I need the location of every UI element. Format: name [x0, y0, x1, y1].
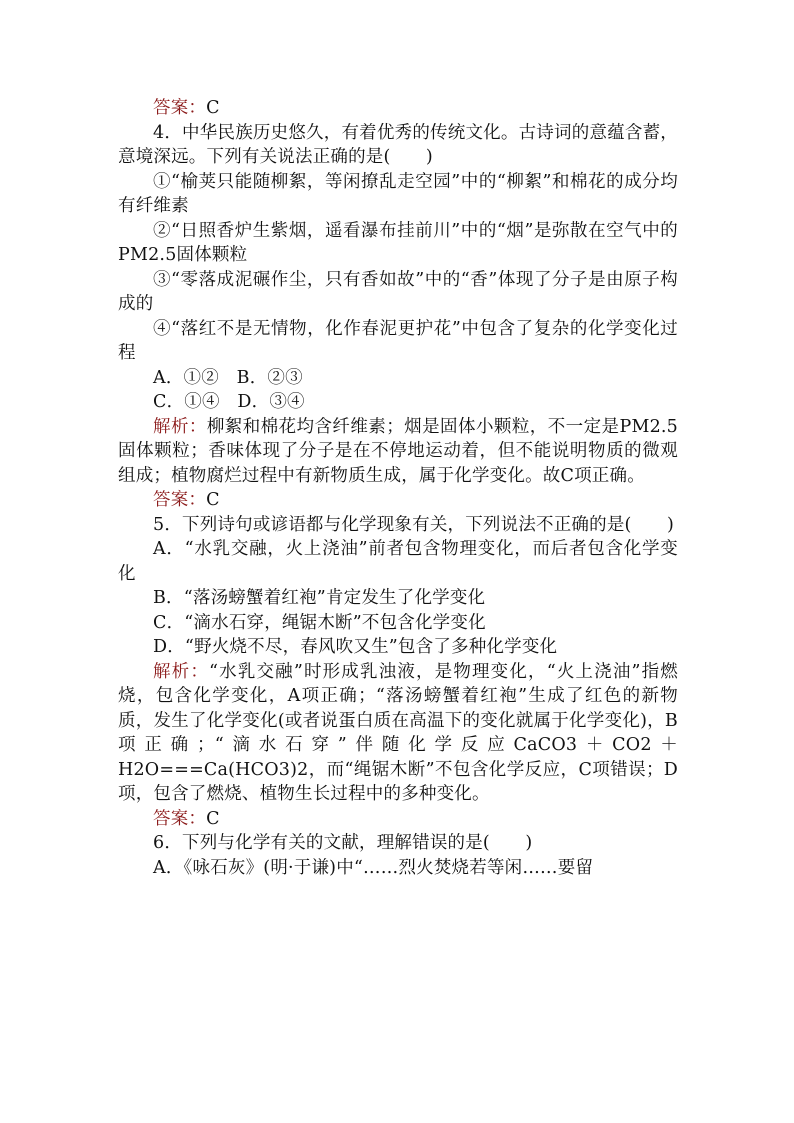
- answer-label: 答案：: [153, 808, 207, 829]
- option-a: A．《咏石灰》(明·于谦)中“……烈火焚烧若等闲……要留: [153, 857, 594, 878]
- statement-4: ④“落红不是无情物，化作春泥更护花”中包含了复杂的化学变化过程: [118, 318, 678, 363]
- answer-value: C: [206, 808, 220, 829]
- answer-line: [118, 807, 678, 832]
- answer-label: 答案：: [153, 490, 207, 510]
- question-5-stem: 5．下列诗句或谚语都与化学现象有关，下列说法不正确的是( ): [153, 514, 674, 535]
- analysis-text: “水乳交融”时形成乳浊液，是物理变化，“火上浇油”指燃烧，包含化学变化，A项正确；“落汤螃蟹着红袍”生成了红色的新物质，发生了化学变化(或者说蛋白质在高温下的变化就属于化学变化)，B项正确；“滴水石穿”伴随化学反应CaCO3＋CO2＋H2O===Ca(HCO3)2，而“绳锯木断”不包含化学反应，C项错误；D项，包含了燃烧、植物生长过程中的多种变化。: [118, 661, 679, 804]
- option-c: C．“滴水石穿，绳锯木断”不包含化学变化: [153, 612, 486, 633]
- options-cd: C．①④ D．③④: [153, 392, 305, 412]
- option-d: D．“野火烧不尽，春风吹又生”包含了多种化学变化: [153, 637, 558, 657]
- question-6-stem: 6．下列与化学有关的文献，理解错误的是( ): [153, 833, 533, 853]
- answer-value: C: [206, 490, 220, 510]
- statement-1: ①“榆荚只能随柳絮，等闲撩乱走空园”中的“柳絮”和棉花的成分均有纤维素: [118, 171, 678, 216]
- document-page: [118, 96, 678, 880]
- analysis-label: 解析：: [153, 416, 207, 437]
- answer-line: [118, 96, 678, 121]
- analysis-text: 柳絮和棉花均含纤维素；烟是固体小颗粒，不一定是PM2.5固体颗粒；香味体现了分子是在不停地运动着，但不能说明物质的微观组成；植物腐烂过程中有新物质生成，属于化学变化。故C项正确。: [118, 416, 678, 486]
- analysis-5: [118, 660, 678, 807]
- answer-line: [118, 488, 678, 513]
- statement-2: ②“日照香炉生紫烟，遥看瀑布挂前川”中的“烟”是弥散在空气中的PM2.5固体颗粒: [118, 220, 678, 265]
- statement-3: ③“零落成泥碾作尘，只有香如故”中的“香”体现了分子是由原子构成的: [118, 269, 678, 314]
- option-b: B．“落汤螃蟹着红袍”肯定发生了化学变化: [153, 588, 486, 608]
- analysis-label: 解析：: [153, 661, 210, 682]
- answer-label: 答案：: [153, 98, 207, 118]
- analysis-4: [118, 415, 678, 489]
- question-4-stem: 4．中华民族历史悠久，有着优秀的传统文化。古诗词的意蕴含蓄，意境深远。下列有关说法正确的是( ): [118, 122, 678, 167]
- option-a: A．“水乳交融，火上浇油”前者包含物理变化，而后者包含化学变化: [118, 539, 678, 584]
- options-ab: A．①② B．②③: [153, 367, 303, 388]
- answer-value: C: [206, 98, 220, 118]
